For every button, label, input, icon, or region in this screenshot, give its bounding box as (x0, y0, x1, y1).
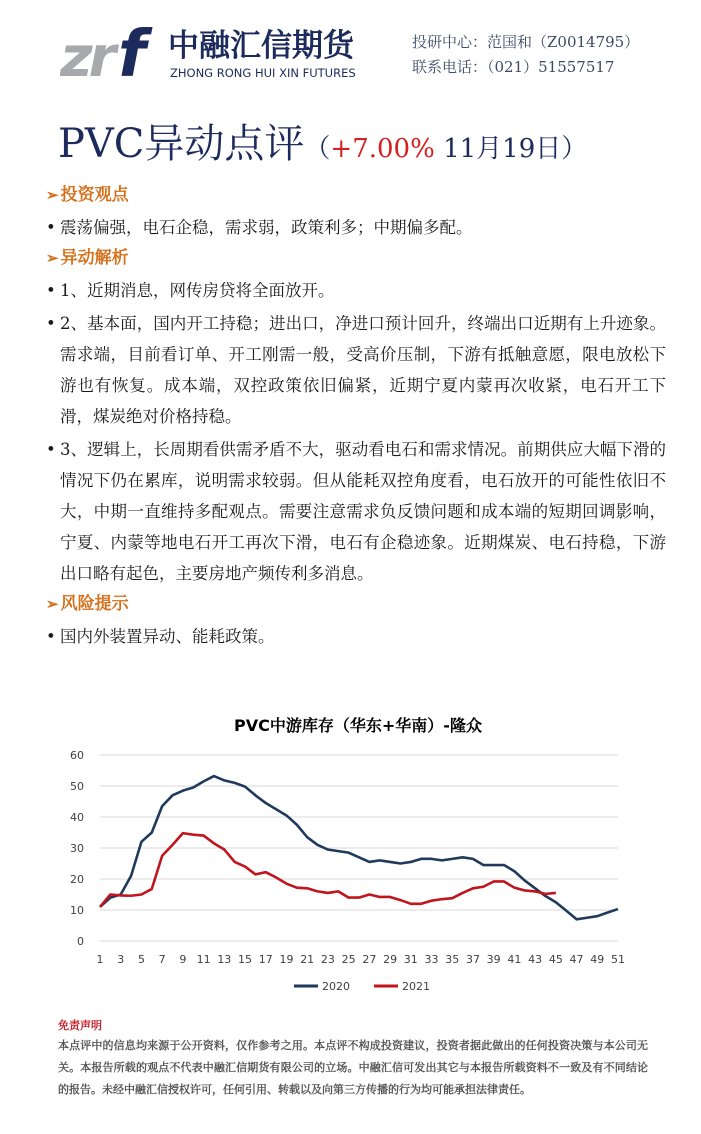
y-tick-label: 50 (70, 780, 84, 793)
y-tick-label: 10 (70, 904, 84, 917)
list-item (46, 308, 666, 432)
section-heading-label: 风险提示 (60, 594, 129, 614)
bullet-icon: • (46, 218, 56, 237)
company-logo (60, 14, 380, 84)
series-line-2021 (100, 833, 556, 907)
x-tick-label: 19 (279, 953, 294, 966)
title-paren-open: （ (304, 134, 331, 164)
x-tick-label: 25 (341, 953, 356, 966)
x-tick-label: 9 (179, 953, 187, 966)
title-main: PVC异动点评 (58, 121, 305, 167)
bullet-icon: • (46, 281, 56, 300)
x-tick-label: 41 (507, 953, 522, 966)
x-tick-label: 27 (362, 953, 377, 966)
x-tick-label: 45 (548, 953, 563, 966)
x-tick-label: 11 (196, 953, 211, 966)
list-item (46, 275, 666, 306)
section-heading-label: 异动解析 (60, 248, 129, 268)
x-tick-label: 17 (258, 953, 273, 966)
x-tick-label: 7 (158, 953, 166, 966)
arrow-icon: ➢ (46, 249, 59, 267)
x-tick-label: 13 (217, 953, 232, 966)
list-item (46, 434, 666, 589)
x-tick-label: 29 (383, 953, 398, 966)
x-tick-label: 51 (611, 953, 625, 966)
logo-company-en: ZHONG RONG HUI XIN FUTURES (170, 66, 356, 80)
x-tick-label: 21 (300, 953, 315, 966)
y-tick-label: 30 (70, 842, 84, 855)
x-tick-label: 47 (569, 953, 584, 966)
section-heading-analysis (46, 245, 666, 271)
section-heading-label: 投资观点 (60, 185, 129, 205)
list-item-text: 国内外装置异动、能耗政策。 (60, 627, 275, 646)
contact-info (412, 30, 639, 80)
disclaimer (58, 1017, 648, 1101)
x-tick-label: 43 (528, 953, 543, 966)
disclaimer-body: 本点评中的信息均来源于公开资料，仅作参考之用。本点评不构成投资建议，投资者据此做出的任何投资决策与本公司无关。本报告所载的观点不代表中融汇信期货有限公司的立场。中融汇信可发出其它与本报告所载资料不一致及有不同结论的报告。未经中融汇信授权许可，任何引用、转载以及向第三方传播的行为均可能承担法律责任。 (58, 1039, 648, 1096)
legend-label-2020: 2020 (322, 980, 350, 993)
arrow-icon: ➢ (46, 595, 59, 613)
list-item-text: 震荡偏强，电石企稳，需求弱，政策利多；中期偏多配。 (60, 218, 473, 237)
contact-analyst: 投研中心：范国和（Z0014795） (412, 33, 640, 51)
x-tick-label: 39 (486, 953, 501, 966)
list-item-text: 2、基本面，国内开工持稳；进出口，净进口预计回升，终端出口近期有上升迹象。需求端，目前看订单、开工刚需一般，受高价压制，下游有抵触意愿，限电放松下游也有恢复。成本端，双控政策依旧偏紧，近期宁夏内蒙再次收紧，电石开工下滑，煤炭绝对价格持稳。 (60, 314, 666, 426)
x-tick-label: 37 (465, 953, 480, 966)
y-tick-label: 60 (70, 749, 84, 762)
bullet-icon: • (46, 627, 56, 646)
x-tick-label: 1 (96, 953, 104, 966)
y-tick-label: 0 (77, 935, 84, 948)
legend-label-2021: 2021 (402, 980, 430, 993)
list-item (46, 212, 666, 243)
report-body (46, 180, 666, 654)
y-tick-label: 40 (70, 811, 84, 824)
x-tick-label: 23 (320, 953, 335, 966)
x-tick-label: 15 (238, 953, 253, 966)
title-paren-close: ） (561, 134, 588, 164)
section-heading-risk (46, 591, 666, 617)
x-tick-label: 5 (137, 953, 145, 966)
inventory-chart (58, 705, 658, 1005)
x-tick-label: 33 (424, 953, 439, 966)
chart-title: PVC中游库存（华东+华南）-隆众 (234, 716, 482, 735)
x-tick-label: 35 (445, 953, 460, 966)
bullet-icon: • (46, 440, 56, 459)
logo-company-cn: 中融汇信期货 (168, 28, 354, 64)
logo-mark-f: f (118, 18, 146, 84)
price-change: +7.00% (330, 134, 435, 164)
list-item-text: 3、逻辑上，长周期看供需矛盾不大，驱动看电石和需求情况。前期供应大幅下滑的情况下仍在累库，说明需求较弱。但从能耗双控角度看，电石放开的可能性依旧不大，中期一直维持多配观点。需要注意需求负反馈问题和成本端的短期回调影响，宁夏、内蒙等地电石开工再次下滑，电石有企稳迹象。近期煤炭、电石持稳，下游出口略有起色，主要房地产频传利多消息。 (60, 440, 666, 583)
report-title (58, 112, 587, 169)
contact-phone: 联系电话：（021）51557517 (412, 58, 615, 76)
title-date: 11月19日 (434, 134, 562, 164)
x-tick-label: 31 (403, 953, 418, 966)
y-tick-label: 20 (70, 873, 84, 886)
disclaimer-heading: 免责声明 (58, 1019, 102, 1032)
list-item-text: 1、近期消息，网传房贷将全面放开。 (60, 281, 335, 300)
list-item (46, 621, 666, 652)
arrow-icon: ➢ (46, 186, 59, 204)
x-tick-label: 49 (590, 953, 605, 966)
x-tick-label: 3 (117, 953, 125, 966)
bullet-icon: • (46, 314, 56, 333)
logo-mark-zr: zr (60, 25, 113, 84)
section-heading-view (46, 182, 666, 208)
